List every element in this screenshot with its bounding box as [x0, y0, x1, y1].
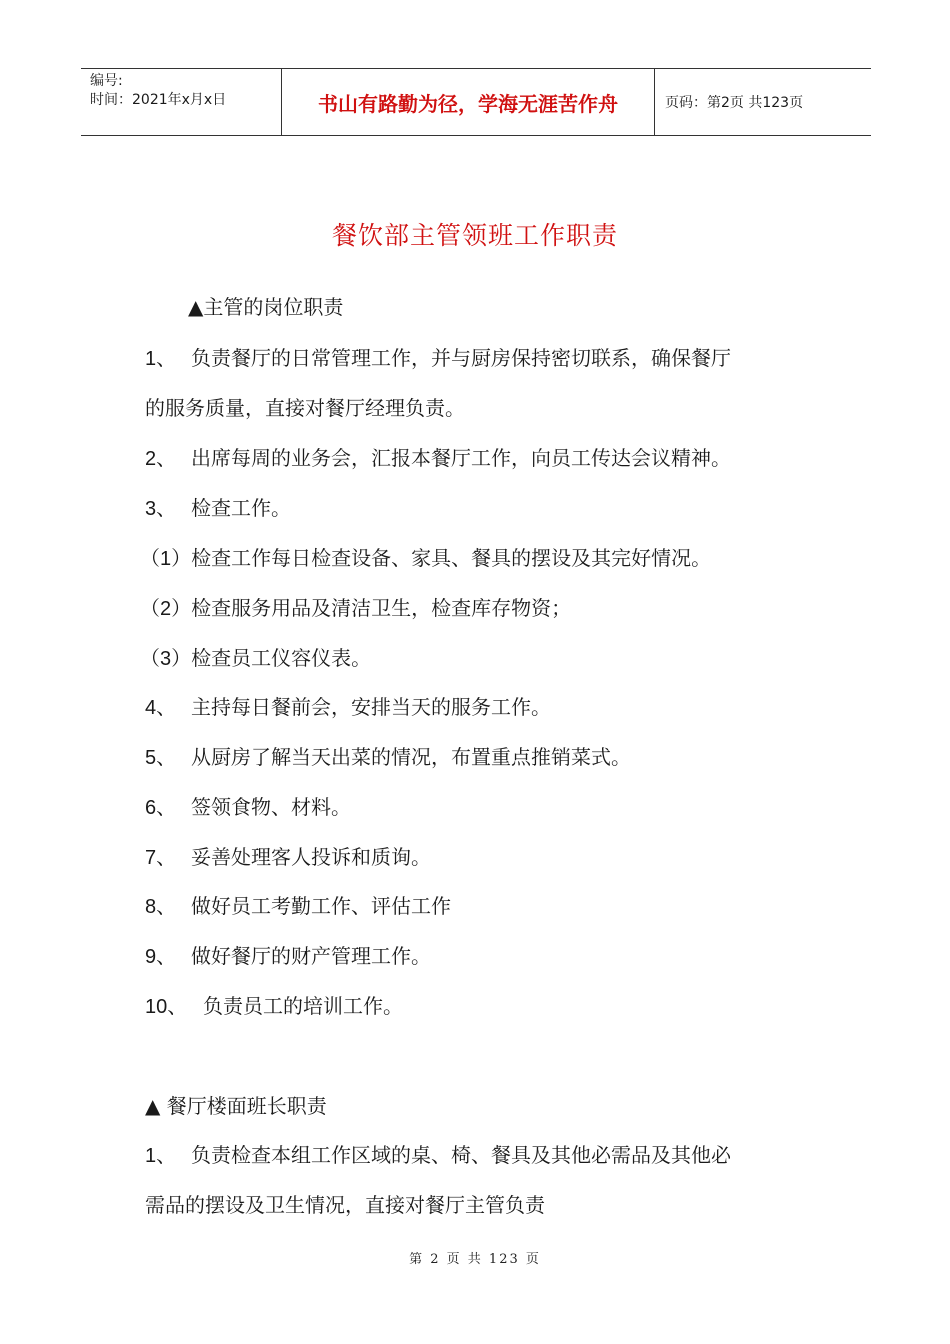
- page-footer: 第 2 页 共 123 页: [409, 1252, 541, 1267]
- header-motto: 书山有路勤为径，学海无涯苦作舟: [282, 69, 655, 135]
- list-item: 1、 负责检查本组工作区域的桌、椅、餐具及其他必需品及其他必: [145, 1143, 731, 1167]
- list-item: 1、 负责餐厅的日常管理工作，并与厨房保持密切联系，确保餐厅: [145, 346, 731, 370]
- time-label: 时间：2021年x月x日: [90, 92, 227, 108]
- list-item: 需品的摆设及卫生情况，直接对餐厅主管负责: [145, 1193, 545, 1217]
- section2-heading: ▲ 餐厅楼面班长职责: [145, 1094, 327, 1118]
- header-page-info: 页码：第2页 共123页: [665, 95, 804, 111]
- list-item: （3）检查员工仪容仪表。: [140, 646, 372, 670]
- list-item: 2、 出席每周的业务会，汇报本餐厅工作，向员工传达会议精神。: [145, 446, 731, 470]
- list-item: 5、 从厨房了解当天出菜的情况，布置重点推销菜式。: [145, 745, 631, 769]
- list-item: 3、 检查工作。: [145, 496, 291, 520]
- document-title: 餐饮部主管领班工作职责: [331, 221, 618, 250]
- list-item: 4、 主持每日餐前会，安排当天的服务工作。: [145, 695, 551, 719]
- list-item: 9、 做好餐厅的财产管理工作。: [145, 944, 431, 968]
- list-item: 8、 做好员工考勤工作、评估工作: [145, 894, 451, 918]
- list-item: 6、 签领食物、材料。: [145, 795, 351, 819]
- section1-heading: ▲主管的岗位职责: [188, 295, 344, 319]
- number-label: 编号:: [90, 73, 123, 89]
- list-item: 7、 妥善处理客人投诉和质询。: [145, 845, 431, 869]
- header-meta: [81, 69, 282, 135]
- header-table: [81, 68, 871, 136]
- list-item: 的服务质量，直接对餐厅经理负责。: [145, 396, 465, 420]
- list-item: （1）检查工作每日检查设备、家具、餐具的摆设及其完好情况。: [140, 546, 712, 570]
- list-item: 10、 负责员工的培训工作。: [145, 994, 403, 1018]
- list-item: （2）检查服务用品及清洁卫生，检查库存物资；: [140, 596, 572, 620]
